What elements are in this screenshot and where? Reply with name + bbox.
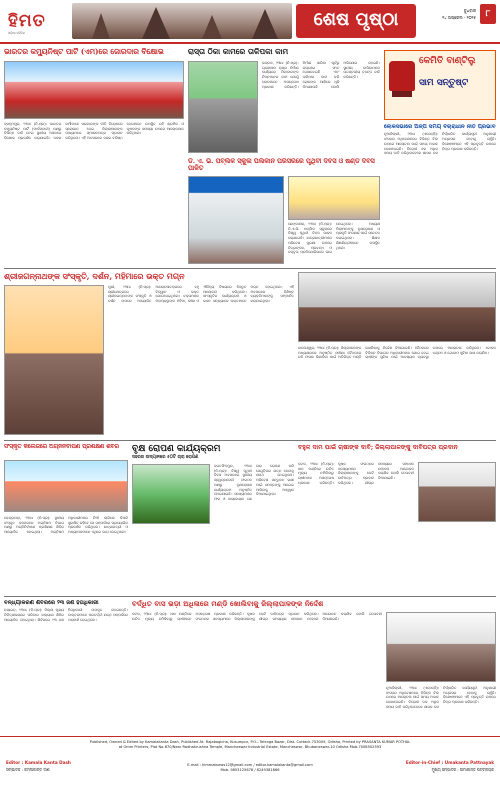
masthead xyxy=(0,0,500,44)
article-body-continued: ନୂଆଦିଲ୍ଲୀ, ୨୩ା୪ (ଏଜେନ୍ସି): ସଂସଦର ଅଧିବେଶନରେ ବିଭିନ୍ନ ବିଲ ଉପରେ ଆଲୋଚନା ପାଇଁ ସମୟ ଅଭାବ ଦେଖାଦେଇଛି। ବିରୋଧୀ ଦଳ ଅଧିକ ସମୟ ଦାବି କରିଥିବାବେଳେ ଶାସକ ଦଳ ନିର୍ଦ୍ଧାରିତ କାର୍ଯ୍ୟସୂଚୀ ଅନୁଯାୟୀ ଅଗ୍ରସର ହେବାକୁ ଚାହୁଁଛି। ବିଶେଷଜ୍ଞମାନେ ଏହି ପ୍ରବୃତ୍ତି ଉପରେ ଚିନ୍ତା ପ୍ରକାଶ କରିଛନ୍ତି। xyxy=(386,686,496,709)
article-headline: ଶ୍ରୀଜଗନ୍ନାଥଙ୍କ ସଂସ୍କୃତି, ଦର୍ଶନ, ମହିମାରେ ଭକ୍ତ ମଗ୍ନ xyxy=(4,272,185,281)
article-headline: ଭାରତର କମ୍ୟୁନିଷ୍ଟ ପାର୍ଟି (ଏମ)ରେ ଜୋରଦାର ବିକ୍ଷୋଭ xyxy=(4,48,164,56)
article-headline: ରାସ୍ତା ଠିକା କାମରେ ତାଳିପକା କାମ xyxy=(188,48,289,56)
article-dav-school xyxy=(188,158,380,266)
seminar-photo xyxy=(4,285,104,435)
imprint-line xyxy=(6,740,494,750)
ad-line-2: ସାମ ସନ୍ତୁଷ୍ଟ xyxy=(419,78,469,88)
article-jagannath-culture xyxy=(4,272,294,438)
article-health-camp xyxy=(4,600,128,732)
issue-date: ୨୪ ଅପ୍ରେଲ - ୨୦୨୫ xyxy=(442,15,476,21)
newspaper-logo xyxy=(8,4,68,38)
imprint-text-1: Published, Owned & Edited by Kamalakanta Dash, Published At- Rajabagicha, Kusumpur, P.O.- Telenga Bazar, Dist- Cuttack-753009, Odisha, Printed by PRASANTA KUMAR POTHAL xyxy=(89,740,411,744)
article-body: ନୟାଗଡ଼, ୨୩ା୪ (ନି.ପ୍ର): ଜିଲ୍ଲା ମୁଖ୍ୟ ଚିକିତ୍ସାଳୟରେ ପରିବାର କଲ୍ୟାଣ ଶିବିର ଆୟୋଜିତ ହୋଇଥିଲା। ଶିବିରରେ ୨୩ ଜଣ ହିତାଧିକାରୀ ଉପକୃତ ହୋଇଛନ୍ତି। ଡାକ୍ତରମାନେ ପରବର୍ତ୍ତୀ ଯତ୍ନ ସମ୍ପର୍କରେ ପରାମର୍ଶ ଦେଇଥିଲେ। xyxy=(4,608,128,622)
article-fire-training xyxy=(4,444,128,594)
editor-name-odia: ସମ୍ପାଦକ : କମଳାକାନ୍ତ ଦାଶ xyxy=(6,767,50,772)
chair-icon xyxy=(389,61,415,91)
article-cpim-protest xyxy=(4,48,184,266)
editor-name: Editor : Kamala Kanta Dash xyxy=(6,760,71,765)
article-headline: ସଂସ୍କୃତ କଲେଜରେ ଅଗ୍ନିନିର୍ବାପଣ ପ୍ରଶିକ୍ଷଣ ଶିବିର xyxy=(4,444,119,450)
section-title: ଶେଷ ପୃଷ୍ଠା xyxy=(313,9,399,30)
editor-in-chief: Editor-in-Chief : Umakanta Pattnayak xyxy=(405,760,494,765)
logo-subtitle: ଓଡ଼ିଆ ଦୈନିକ xyxy=(8,31,25,35)
article-body: ନୂଆଦିଲ୍ଲୀ, ୨୩ା୪ (ଏଜେନ୍ସି): ସଂସଦର ଅଧିବେଶନରେ ବିଭିନ୍ନ ବିଲ ଉପରେ ଆଲୋଚନା ପାଇଁ ସମୟ ଅଭାବ ଦେଖାଦେଇଛି। ବିରୋଧୀ ଦଳ ଅଧିକ ସମୟ ଦାବି କରିଥିବାବେଳେ ଶାସକ ଦଳ ନିର୍ଦ୍ଧାରିତ କାର୍ଯ୍ୟସୂଚୀ ଅନୁଯାୟୀ ଅଗ୍ରସର ହେବାକୁ ଚାହୁଁଛି। ବିଶେଷଜ୍ଞମାନେ ଏହି ପ୍ରବୃତ୍ତି ଉପରେ ଚିନ୍ତା ପ୍ରକାଶ କରିଛନ୍ତି। xyxy=(384,132,496,156)
article-parliament xyxy=(384,124,496,266)
issue-day: ବୁଧବାର xyxy=(463,8,476,13)
school-event-photo xyxy=(188,176,284,264)
contact-email: E-mail : himmatnews12@gmail.com / editor.kamalakanta@gmail.com xyxy=(187,763,313,767)
article-headline: ବୃକ୍ଷ ରୋପଣ କାର୍ଯ୍ୟକ୍ରମ xyxy=(132,444,221,454)
article-body: ବାଲେଶ୍ୱର, ୨୩ା୪ (ନି.ପ୍ର): ଜିଲ୍ଲାପାଳଙ୍କ ଅଧ୍ୟକ୍ଷତାରେ ଅନୁଷ୍ଠିତ ସମୀକ୍ଷା ବୈଠକରେ ରବି ଫସଲ କିଣାବିକା ପାଇଁ ଅତିରିକ୍ତ ମଣ୍ଡି ଖୋଲିବାକୁ ନିର୍ଦ୍ଦେଶ ଦିଆଯାଇଛି। ବୈଠକରେ ବିଭିନ୍ନ ବିଭାଗର ଅଧିକାରୀମାନେ ଯୋଗ ଦେଇ ଚାଷୀଙ୍କ ସୁବିଧା ପାଇଁ ଆବଶ୍ୟକ ବ୍ୟବସ୍ଥା ଉପରେ ଆଲୋଚନା କରିଥିଲେ। ଟୋକନ ବଣ୍ଟନ ଓ ଗୋଦାମ ସୁବିଧା ଯାଞ୍ଚ କରାଯିବ। xyxy=(298,346,496,360)
article-body: ଢେଙ୍କାନାଳ, ୨୩ା୪ (ନି.ପ୍ର): ଡି.ଏ.ଭି. ପବ୍ଲିକ ସ୍କୁଲରେ ବିଶ୍ୱ ପୃଥିବୀ ଦିବସ ପାଳନ କରାଯାଇଛି। ଛାତ୍ରଛାତ୍ରୀମାନେ ପରିବେଶ ସୁରକ୍ଷା ଉପରେ ଚିତ୍ରାଙ୍କନ, ପ୍ରବନ୍ଧ ଓ ବକ୍ତୃତା ପ୍ରତିଯୋଗିତାରେ ଭାଗ ନେଇଥିଲେ। ଅଧ୍ୟକ୍ଷ ପିଲାମାନଙ୍କୁ ବୃକ୍ଷରୋପଣ ଓ ପ୍ରକୃତି ସଂରକ୍ଷଣ ପାଇଁ ସଚେତନ କରାଇଥିଲେ। ଶିକ୍ଷକ ଶିକ୍ଷୟିତ୍ରୀମାନେ ଉପସ୍ଥିତ ଥିଲେ। xyxy=(288,222,380,255)
article-headline: ବର୍ଦ୍ଧିତ ବାସ ଭଡ଼ା ଅଧିଳାରେ ମଣ୍ଡି ଖୋଲିବାକୁ ଜିଲ୍ଲାପାଳଙ୍କ ନିର୍ଦ୍ଦେଶ xyxy=(132,600,324,608)
page-number: ୮ xyxy=(480,4,496,24)
dateline xyxy=(420,8,476,23)
article-body: କଟକ, ୨୩ା୪ (ନି.ପ୍ର): ଧାନ ମଣ୍ଡିରେ ଉଚିତ ମୂଲ୍ୟ ନମିଳିବାରୁ ଚାଷୀମାନେ ଅସନ୍ତୋଷ ପ୍ରକାଶ କରିଛନ୍ତି। କୃଷକ ସଂଗଠନର ସଦସ୍ୟମାନେ ଜିଲ୍ଲାପାଳଙ୍କୁ ଭେଟି ଦାବିପତ୍ର ପ୍ରଦାନ କରିଥିଲେ। ଶୀଘ୍ର ସମସ୍ୟାର ସମାଧାନ ନହେଲେ ଆନ୍ଦୋଳନ କରାଯିବ ବୋଲି ଚେତାବନୀ ଦିଆଯାଇଛି। xyxy=(298,462,414,485)
article-collector-meeting xyxy=(298,272,496,438)
article-body: କଟକ, ୨୩ା୪ (ନି.ପ୍ର): ଧାନ ମଣ୍ଡିରେ ଉଚିତ ମୂଲ୍ୟ ନମିଳିବାରୁ ଚାଷୀମାନେ ଅସନ୍ତୋଷ ପ୍ରକାଶ କରିଛନ୍ତି। କୃଷକ ସଂଗଠନର ସଦସ୍ୟମାନେ ଜିଲ୍ଲାପାଳଙ୍କୁ ଭେଟି ଦାବିପତ୍ର ପ୍ରଦାନ କରିଥିଲେ। ଶୀଘ୍ର ସମସ୍ୟାର ସମାଧାନ ନହେଲେ ଆନ୍ଦୋଳନ କରାଯିବ ବୋଲି ଚେତାବନୀ ଦିଆଯାଇଛି। xyxy=(132,612,382,621)
article-headline: ବହୁଳ ଦାମ ପାଇଁ ଚାଷୀଙ୍କ ଦାବି; ଜିଲ୍ଲାପାଳଙ୍କୁ ଦାବିପତ୍ର ପ୍ରଦାନ xyxy=(298,444,458,451)
article-headline: ବନ୍ଧ୍ୟାକରଣ ଶିବିରରେ ୨୩ ଜଣ ହିତାଧିକାରୀ xyxy=(4,600,99,606)
road-photo xyxy=(188,61,258,153)
article-road-contract xyxy=(188,48,380,154)
temple-banner-image xyxy=(72,3,292,39)
editor-in-chief-odia: ମୁଖ୍ୟ ସମ୍ପାଦକ : ଉମାକାନ୍ତ ପଟ୍ଟନାୟକ xyxy=(431,767,494,772)
advertisement-box xyxy=(384,50,496,120)
imprint-text-2: at Omm Printers, Plot No-670/Near Radhakrushna Temple, Mancheswar Industrial Estate, Mancheswar, Bhubaneswar-10 Odisha Mob-7008502593 xyxy=(118,744,382,749)
protest-photo xyxy=(4,61,184,119)
logo-text: ହିମତ xyxy=(8,11,46,31)
article-subhead: ସହରର ଉଦ୍ୟାନରେ ୫୦ଟି ଚାରା ରୋପଣ xyxy=(132,455,199,461)
article-tree-plantation xyxy=(132,444,294,594)
article-body: କେନ୍ଦ୍ରାପଡ଼ା, ୨୩ା୪ (ନି.ପ୍ର): ସ୍ଥାନୀୟ ସଂସ୍କୃତ କଲେଜରେ ଅଗ୍ନିଶମ ବିଭାଗ ପକ୍ଷରୁ ଅଗ୍ନିନିର୍ବାପଣ ପ୍ରଶିକ୍ଷଣ ଶିବିର ଆୟୋଜିତ ହୋଇଥିଲା। ଅଗ୍ନିଶମ ଅଧିକାରୀମାନେ ନିଆଁ ଲାଗିଲେ କିପରି ସୁରକ୍ଷିତ ରହିବେ ସେ ସମ୍ପର୍କରେ ପ୍ରାୟୋଗିକ ପ୍ରଦର୍ଶନ କରିଥିଲେ। ଛାତ୍ରଛାତ୍ରୀ ଓ ଅଧ୍ୟାପକମାନେ ଏଥିରେ ଭାଗ ନେଇଥିଲେ। xyxy=(4,516,128,535)
school-stage-photo xyxy=(288,176,380,220)
ad-line-1: କେମିତି ବାଣ୍ଟିଲୁ xyxy=(419,56,476,66)
imprint-footer xyxy=(0,736,500,786)
article-mandi-directive xyxy=(132,600,496,732)
article-headline: ଡି. ଏ. ଭି. ପବ୍ଲିକ ସ୍କୁଲ ପିଲିକାନ ପରିସରରେ ପୃଥିବୀ ଦିବସ ଓ ଷଣ୍ଡ ଦିବସ ପାଳିତ xyxy=(188,158,375,173)
plantation-photo xyxy=(132,464,210,524)
fire-training-photo xyxy=(4,460,128,512)
article-body: ବ୍ରହ୍ମପୁର, ୨୩ା୪ (ନି.ପ୍ର): ଭାରତର କମ୍ୟୁନିଷ୍ଟ ପାର୍ଟି (ମାର୍କସବାଦୀ) ପକ୍ଷରୁ ବିଭିନ୍ନ ଦାବି ନେଇ ସ୍ଥାନୀୟ ଅଞ୍ଚଳରେ ବିକ୍ଷୋଭ ପ୍ରଦର୍ଶନ କରାଯାଇଛି। ଦଳର କର୍ମୀମାନେ ସରକାରଙ୍କ ନୀତି ବିରୋଧରେ ସ୍ଲୋଗାନ ଦେଇ ଜିଲ୍ଲାପାଳଙ୍କ ମାଧ୍ୟମରେ ସ୍ମାରକପତ୍ର ପ୍ରଦାନ କରିଥିଲେ। ଏହି ଅବସରରେ ଦଳର ବରିଷ୍ଠ ନେତାମାନେ ଉପସ୍ଥିତ ରହି ଶ୍ରମିକ ଓ କୃଷକଙ୍କ ସମସ୍ୟା ଉପରେ ଆଲୋକପାତ କରିଥିଲେ। xyxy=(4,122,184,141)
article-body: ଜଗତସିଂହପୁର, ୨୩ା୪ (ନି.ପ୍ର): ବିଶ୍ୱ ପୃଥିବୀ ଦିବସ ଅବସରରେ ସ୍ଥାନୀୟ ସ୍ୱେଚ୍ଛାସେବୀ ସଂଗଠନ ପକ୍ଷରୁ ବୃକ୍ଷରୋପଣ କାର୍ଯ୍ୟକ୍ରମ ଅନୁଷ୍ଠିତ ହୋଇଯାଇଛି। ସଦସ୍ୟମାନେ ଫଳ ଓ ଛାୟାଦାୟକ ଗଛ ଚାରା ରୋପଣ କରି ସେଗୁଡ଼ିକର ଯତ୍ନ ନେବାକୁ ଶପଥ ନେଇଥିଲେ। ପରିବେଶ ସନ୍ତୁଳନ ରକ୍ଷା ପାଇଁ ସମସ୍ତଙ୍କୁ ଆଗେଇ ଆସିବାକୁ ଆହ୍ୱାନ ଦିଆଯାଇଥିଲା। xyxy=(214,464,294,502)
meeting-photo xyxy=(298,272,496,342)
contact-phone: Mob. 9853125678 / 8249381866 xyxy=(220,767,280,772)
farmers-photo xyxy=(418,462,496,522)
section-title-box xyxy=(296,4,416,38)
article-body: ଭଦ୍ରକ, ୨୩ା୪ (ନି.ପ୍ର): ଗ୍ରାମାଞ୍ଚଳ ରାସ୍ତା ନିର୍ମାଣ କାର୍ଯ୍ୟରେ ଠିକାଦାରଙ୍କ ନିମ୍ନମାନର କାମ ଯୋଗୁଁ ଲୋକମାନେ ଅସନ୍ତୋଷ ପ୍ରକାଶ କରିଛନ୍ତି। ନିର୍ମାଣ ସାରିବା ପୂର୍ବରୁ ରାସ୍ତାରେ ଫାଟ ଦେଖାଦେଇଛି ଏବଂ ତାଳିପକା କାମ କରି ଲୋକଙ୍କ ଆଖିରେ ଧୂଳି ଦିଆଯାଉଛି ବୋଲି ଅଭିଯୋଗ ହୋଇଛି। ସ୍ଥାନୀୟ ବାସିନ୍ଦାମାନେ ଉଚ୍ଚସ୍ତରୀୟ ତଦନ୍ତ ଦାବି କରିଛନ୍ତି। xyxy=(262,61,380,89)
article-body: ପୁରୀ, ୨୩ା୪ (ନି.ପ୍ର): ଶ୍ରୀକ୍ଷେତ୍ରରେ ଶ୍ରୀଜଗନ୍ନାଥଙ୍କ ସଂସ୍କୃତି ଓ ଦର୍ଶନ ଉପରେ ଆୟୋଜିତ ଆଲୋଚନାଚକ୍ରରେ ବହୁ ବିଦ୍ୱାନ ଓ ଭକ୍ତ ଯୋଗଦେଇଥିଲେ। ବକ୍ତାମାନେ ମହାପ୍ରଭୁଙ୍କ ମହିମା, ଲୀଳା ଓ ଐତିହ୍ୟ ବିଷୟରେ ବିସ୍ତୃତ ଆଲୋଚନା କରିଥିଲେ। ସାଂସ୍କୃତିକ କାର୍ଯ୍ୟକ୍ରମ ଓ ଭଜନ ସନ୍ଧ୍ୟାରେ ଭକ୍ତମାନେ ମଗ୍ନ ହୋଇଥିଲେ। ଏହି ଅବସରରେ ବିଶିଷ୍ଟ ବ୍ୟକ୍ତିମାନଙ୍କୁ ସମ୍ମାନିତ କରାଯାଇଥିଲା। xyxy=(108,285,294,304)
officials-photo xyxy=(386,612,496,682)
article-headline: ଲୋକସଭାରେ ଅଳ୍ପ ସମୟ ବିଚାରାଧୀନ ନୀତି ପ୍ରଭାବ xyxy=(384,124,496,130)
article-farmers-demand xyxy=(298,444,496,594)
